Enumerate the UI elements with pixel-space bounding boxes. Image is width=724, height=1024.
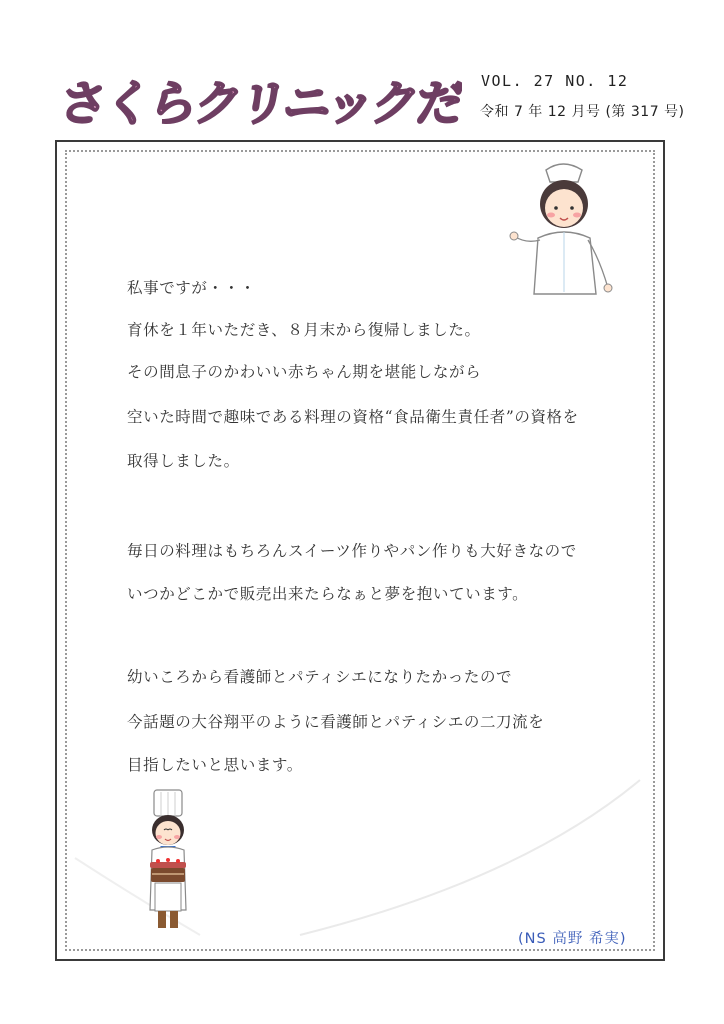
- newsletter-title: [62, 58, 462, 138]
- author-signature: (NS 高野 希実): [518, 931, 627, 947]
- nurse-illustration: [508, 160, 618, 300]
- body-line-5: 取得しました。: [127, 452, 240, 470]
- body-line-9: 今話題の大谷翔平のように看護師とパティシエの二刀流を: [127, 713, 545, 731]
- body-line-7: いつかどこかで販売出来たらなぁと夢を抱いています。: [127, 585, 529, 603]
- body-line-3: その間息子のかわいい赤ちゃん期を堪能しながら: [127, 363, 482, 381]
- body-line-4: 空いた時間で趣味である料理の資格“食品衛生責任者”の資格を: [127, 408, 579, 426]
- body-line-10: 目指したいと思います。: [127, 756, 303, 774]
- newsletter-title-graphic: [62, 58, 462, 138]
- issue-date: 令和 7 年 12 月号 (第 317 号): [480, 104, 685, 120]
- body-line-6: 毎日の料理はもちろんスイーツ作りやパン作りも大好きなので: [127, 542, 577, 560]
- volume-number: VOL. 27 NO. 12: [481, 72, 629, 90]
- title-text: さくらクリニックだより: [62, 76, 462, 132]
- body-line-1: 私事ですが・・・: [127, 279, 256, 297]
- body-line-8: 幼いころから看護師とパティシエになりたかったので: [127, 668, 513, 686]
- pastry-chef-illustration: [138, 788, 198, 932]
- body-line-2: 育休を１年いただき、８月末から復帰しました。: [127, 321, 481, 339]
